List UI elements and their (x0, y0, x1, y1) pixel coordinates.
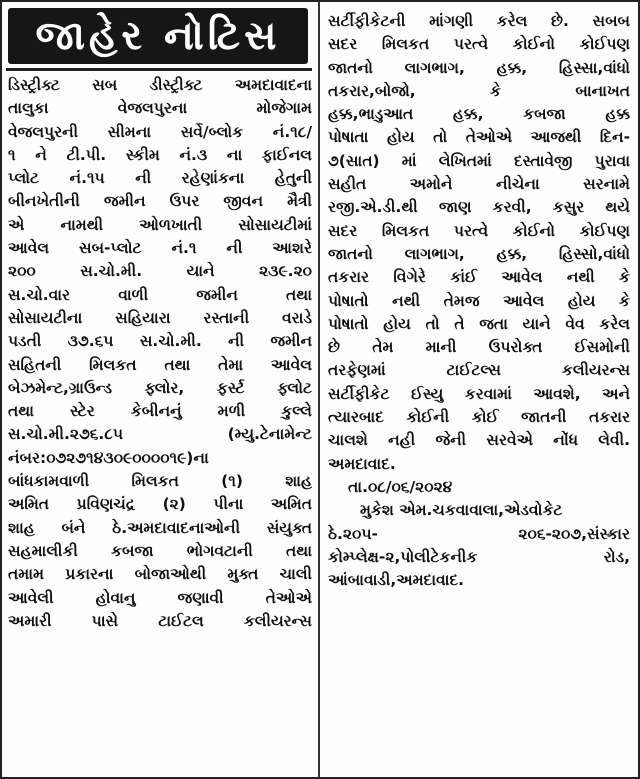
text-line: તરફેણમાં ટાઈટલ્સ કલીયરન્સ (328, 361, 630, 380)
text-line: તથા સ્ટેર કેબીનનું મળી કુલ્લે (8, 402, 312, 421)
text-line: છે તેમ માની ઉપરોક્ત ઈસમોની (328, 338, 630, 357)
text-line: અમદાવાદ. (328, 454, 396, 473)
text-line: સદર મિલકત પરત્વે કોઈનો કોઈપણ (328, 35, 630, 54)
text-line: સહમાલીકી કબજા ભોગવટાની તથા (8, 541, 312, 560)
advocate-name: મુકેશ એમ.ચકવાવાલા,એડવોકેટ (360, 501, 563, 520)
text-line: ત્યારબાદ કોઈની કોઈ જાતની તકરાર (328, 408, 630, 427)
text-line: જાતનો લાગભાગ, હક્ક, હિસ્સો,વાંધો (328, 244, 630, 263)
text-line: સહીત અમોને નીચેના સરનામે (328, 175, 630, 194)
text-line: હક્ક,ભાડુઆત હક્ક, કબજા હક્ક (328, 105, 630, 124)
text-line: સ.ચો.વાર વાળી જમીન તથા (8, 285, 312, 304)
text-line: પોષાતો નથી તેમજ આવેલ હોય કે (328, 291, 630, 310)
text-line: તકરાર વિગેરે કાંઈ આવેલ નથી કે (328, 268, 630, 287)
text-line: નંબર:૦૭૨૭૧૪૩૦૯૦૦૦૦૧૯)ના (8, 448, 209, 467)
text-line: સહિતની મિલકત તથા તેમા આવેલ (8, 355, 312, 374)
text-line: આવેલ સબ-પ્લોટ નં.૧ ની આશરે (8, 239, 312, 258)
advocate-address-line: ઠે.૨૦૫- ૨૦૬-૨૦૭,સંસ્કાર (328, 524, 630, 543)
text-line: ૨૦૦ સ.ચો.મી. યાને ૨૩૯.૨૦ (8, 262, 312, 281)
text-line: બીનખેતીની જમીન ઉપર જીવન મૈત્રી (8, 192, 312, 211)
text-line: તાલુકા વેજલપુરના મોજેગામ (8, 99, 312, 118)
title-divider (6, 68, 312, 71)
advocate-address-line: કોમ્પ્લેક્ષ-૨,પોલીટેકનીક રોડ, (328, 547, 630, 566)
text-line: સદર મિલકત પરત્વે કોઈનો કોઈપણ (328, 221, 630, 240)
text-line: ચાલશે નહી જેની સરવેએ નોંધ લેવી. (328, 431, 630, 450)
text-line: સ.ચો.મી.૨૭૬.૮૫ (મ્યુ.ટેનામેન્ટ (8, 425, 312, 444)
text-line: બાંધકામવાળી મિલકત (૧) શાહ (8, 472, 312, 491)
text-line: જાતનો લાગભાગ, હક્ક, હિસ્સા,વાંધો (328, 58, 630, 77)
text-line: સોસાયટીના સહિયારા રસ્તાની વરાડે (8, 308, 312, 327)
left-column (2, 2, 320, 777)
text-line: પોષાતો હોય તો તે જતા યાને વેવ કરેલ (328, 314, 630, 333)
notice-date: તા.૦૮/૦૬/૨૦૨૪ (348, 477, 453, 496)
right-body-text (328, 10, 630, 592)
right-column (320, 2, 638, 777)
text-line: પડતી ૩૭.૬૫ સ.ચો.મી. ની જમીન (8, 332, 312, 351)
text-line: પોષાતા હોય તો તેઓએ આજથી દિન- (328, 128, 630, 147)
text-line: શાહ બંને ઠે.અમદાવાદનાઓની સંયુક્ત (8, 518, 312, 537)
text-line: સર્ટીફીકેટની માંગણી કરેલ છે. સબબ (328, 12, 630, 30)
text-line: પ્લોટ નં.૧૫ ની રહેણાંકના હેતુની (8, 169, 312, 188)
text-line: આવેલી હોવાનુ જણાવી તેઓએ (8, 588, 312, 607)
left-body-text (8, 74, 312, 633)
text-line: બેઝમેન્ટ,ગ્રાઉન્ડ ફ્લોર, ફર્સ્ટ ફ્લોટ (8, 378, 312, 397)
text-line: રજી.એ.ડી.થી જાણ કરવી, કસુર થયે (328, 198, 630, 217)
notice-title: જાહેર નોટિસ (8, 8, 308, 64)
text-line: ડિસ્ટ્રીક્ટ સબ ડીસ્ટ્રીક્ટ અમદાવાદના (8, 76, 312, 94)
text-line: ૧ ને ટી.પી. સ્કીમ નં.૩ ના ફાઈનલ (8, 145, 312, 164)
text-line: વેજલપુરની સીમના સર્વે/બ્લોક નં.૧૮/ (8, 122, 312, 141)
advocate-address-line: આંબાવાડી,અમદાવાદ. (328, 571, 465, 590)
text-line: સર્ટીફીકેટ ઈસ્યુ કરવામાં આવશે, અને (328, 384, 630, 403)
text-line: ૭(સાત) માં લેખિતમાં દસ્તાવેજી પુરાવા (328, 151, 630, 170)
text-line: અમારી પાસે ટાઈટલ કલીયરન્સ (8, 611, 312, 630)
text-line: તમામ પ્રકારના બોજાઓથી મુક્ત ચાલી (8, 565, 312, 584)
text-line: અમિત પ્રવિણચંદ્ર (૨) પીના અમિત (8, 495, 312, 514)
text-line: એ નામથી ઓળખાતી સોસાયટીમાં (8, 215, 312, 234)
text-line: તકરાર,બોજો, કે બાનાખત (328, 81, 630, 100)
